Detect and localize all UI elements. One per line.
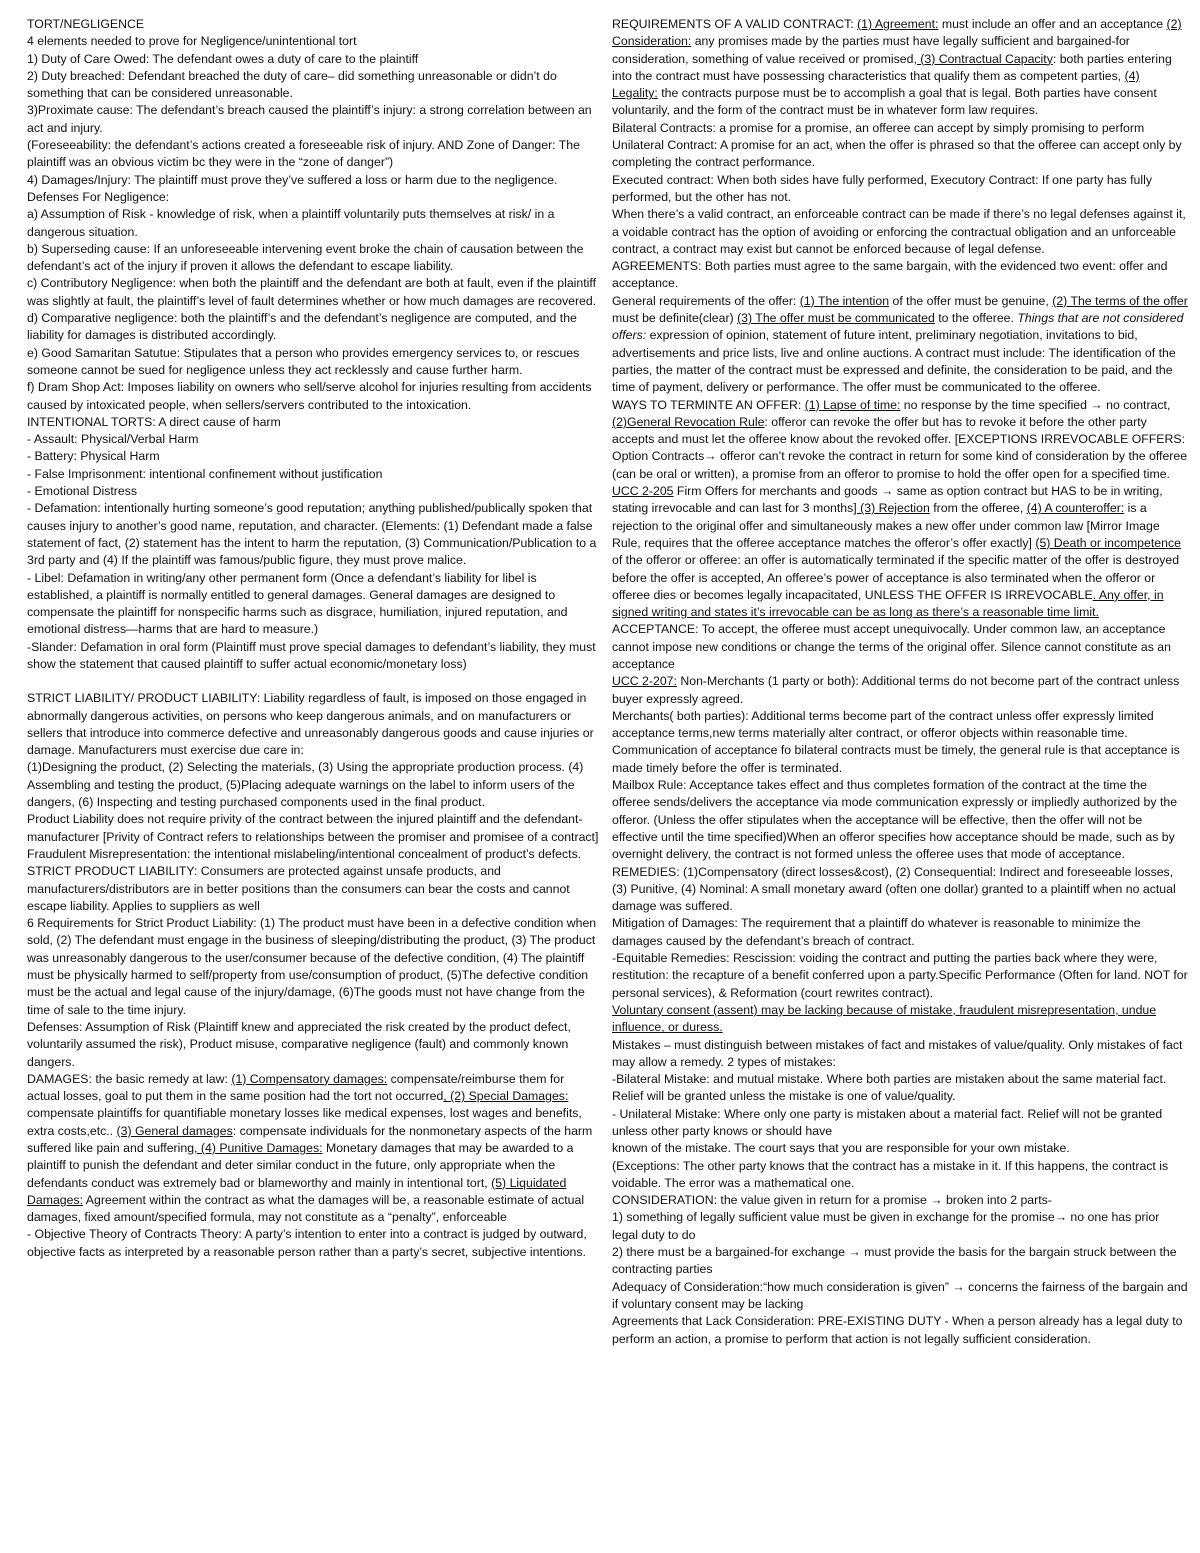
paragraph: REMEDIES: (1)Compensatory (direct losses&cost), (2) Consequential: Indirect and foreseeable losses, (3) Punitive, (4) Nominal: A small monetary award (often one dollar) granted to a plaintiff when no actual damage was suffered. xyxy=(612,864,1176,914)
paragraph: Bilateral Contracts: a promise for a promise, an offeree can accept by simply promising to perform xyxy=(612,120,1145,135)
heading-defenses: Defenses For Negligence: xyxy=(27,189,170,204)
paragraph: 4) Damages/Injury: The plaintiff must prove they’ve suffered a loss or harm due to the negligence. xyxy=(27,172,558,187)
paragraph: -Slander: Defamation in oral form (Plaintiff must prove special damages to defendant’s liability, they must show the statement that caused plaintiff to suffer actual economic/monetary loss) xyxy=(27,639,596,671)
paragraph: - Unilateral Mistake: Where only one party is mistaken about a material fact. Relief will not be granted unless other party knows or should have xyxy=(612,1106,1163,1138)
heading-tort-negligence: TORT/NEGLIGENCE xyxy=(27,17,145,31)
paragraph: a) Assumption of Risk - knowledge of risk, when a plaintiff voluntarily puts themselves at risk/ in a dangerous situation. xyxy=(27,207,555,239)
paragraph: (Exceptions: The other party knows that the contract has a mistake in it. If this happens, the contract is voidable. The error was a mathematical one. xyxy=(612,1158,1169,1190)
paragraph: Agreements that Lack Consideration: PRE-EXISTING DUTY - When a person already has a legal duty to perform an action, a promise to perform that action is not legally sufficient consideration. xyxy=(612,1314,1183,1346)
paragraph: Mailbox Rule: Acceptance takes effect and thus completes formation of the contract at the time the offeree sends/delivers the acceptance via mode communication expressly or impliedly authorized by the offeror. (Unless the offer stipulates when the acceptance will be effective, then the offer will not be effective until the time specified)When an offeror specifies how acceptance should be made, such as by overnight delivery, the contract is not formed unless the offeree uses that mode of acceptance. xyxy=(612,778,1178,862)
list-item: - False Imprisonment: intentional confinement without justification xyxy=(27,466,383,481)
paragraph: 6 Requirements for Strict Product Liability: (1) The product must have been in a defective condition when sold, (2) The defendant must engage in the business of sleeping/distributing the product, (3) The product was unreasonably dangerous to the user/consumer because of the defective condition, (4) The plaintiff must be physically harmed to self/property from use/consumption of product, (5)The defective condition must be the actual and legal cause of the injury/damage, (6)The goods must not have change from the time of sale to the time injury. xyxy=(27,916,597,1017)
paragraph: 1) something of legally sufficient value must be given in exchange for the promise→ no one has prior legal duty to do xyxy=(612,1210,1160,1242)
spacer xyxy=(27,673,600,690)
paragraph: e) Good Samaritan Satutue: Stipulates that a person who provides emergency services to, or rescues someone cannot be sued for negligence unless they act recklessly and cause further harm. xyxy=(27,345,580,377)
damages-paragraph: DAMAGES: the basic remedy at law: (1) Compensatory damages: compensate/reimburse them for actual losses, goal to put them in the same position had the tort not occurred, (2) Special Damages: compensate plaintiffs for quantifiable monetary losses like medical expenses, lost wages and benefits, extra costs,etc.. (3) General damages: compensate individuals for the nonmonetary aspects of the harm suffered like pain and suffering, (4) Punitive Damages: Monetary damages that may be awarded to a plaintiff to punish the defendant and deter similar conduct in the future, only appropriate when the defendants conduct was extremely bad or blameworthy and mainly in intentional tort, (5) Liquidated Damages: Agreement within the contract as what the damages will be, a reasonable estimate of actual damages, fixed amount/specified formula, may not constitute as a “penalty”, enforceable xyxy=(27,1071,593,1225)
heading-intentional-torts: INTENTIONAL TORTS: A direct cause of harm xyxy=(27,414,281,429)
paragraph: - Libel: Defamation in writing/any other permanent form (Once a defendant’s liability for libel is established, a plaintiff is normally entitled to general damages. General damages are designed to compensate the plaintiff for nonspecific harms such as disgrace, humiliation, injured reputation, and emotional distress—harms that are hard to measure.) xyxy=(27,570,568,637)
paragraph: Voluntary consent (assent) may be lacking because of mistake, fraudulent misrepresentation, undue influence, or duress. xyxy=(612,1002,1157,1035)
paragraph: 1) Duty of Care Owed: The defendant owes a duty of care to the plaintiff xyxy=(27,51,419,66)
paragraph: d) Comparative negligence: both the plaintiff’s and the defendant’s negligence are computed, and the liability for damages is distributed accordingly. xyxy=(27,311,577,343)
paragraph: Product Liability does not require privity of the contract between the injured plaintiff and the defendant-manufacturer [Privity of Contract refers to relationships between the promiser and promisee of a contract] xyxy=(27,812,599,844)
ucc-207-paragraph: UCC 2-207: Non-Merchants (1 party or both): Additional terms do not become part of the contract unless buyer expressly agreed. xyxy=(612,674,1180,706)
paragraph: 2) Duty breached: Defendant breached the duty of care– did something unreasonable or didn’t do something that can be considered unreasonable. xyxy=(27,68,557,101)
paragraph: - Objective Theory of Contracts Theory: A party’s intention to enter into a contract is judged by outward, objective facts as interpreted by a reasonable person rather than a party’s secret, subjective intentions. xyxy=(27,1227,587,1259)
paragraph: c) Contributory Negligence: when both the plaintiff and the defendant are both at fault, even if the plaintiff was slightly at fault, the plaintiff’s level of fault determines whether or how much damages are recovered. xyxy=(27,276,597,308)
paragraph: Merchants( both parties): Additional terms become part of the contract unless offer expressly limited acceptance terms,new terms materially alter contract, or offeror objects within reasonable time. Communication of acceptance fo bilateral contracts must be timely, the general rule is that acceptance is made timely before the offer is terminated. xyxy=(612,708,1180,775)
offer-paragraph: General requirements of the offer: (1) The intention of the offer must be genuine, (2) The terms of the offer must be definite(clear) (3) The offer must be communicated to the offeree. Things that are not considered offers: expression of opinion, statement of future intent, preliminary negotiation, invitations to bid, advertisements and price lists, live and online auctions. A contract must include: The identification of the parties, the matter of the contract must be expressed and definite, the consideration to be paid, and the time of payment, delivery or performance. The offer must be communicated to the offeree. xyxy=(612,293,1188,395)
paragraph: 4 elements needed to prove for Negligence/unintentional tort xyxy=(27,34,357,49)
list-item: - Battery: Physical Harm xyxy=(27,449,160,464)
paragraph: - Defamation: intentionally hurting someone’s good reputation; anything published/publically spoken that causes injury to another’s good name, reputation, and character. (Elements: (1) Defendant made a false statement of fact, (2) statement has the intent to harm the reputation, (3) Communication/Publication to a 3rd party and (4) If the plaintiff was famous/public figure, they must prove malice. xyxy=(27,501,597,568)
paragraph: Mitigation of Damages: The requirement that a plaintiff do whatever is reasonable to minimize the damages caused by the defendant’s breach of contract. xyxy=(612,916,1141,948)
paragraph: f) Dram Shop Act: Imposes liability on owners who sell/serve alcohol for injuries resulting from accidents caused by intoxicated people, when sellers/servers contributed to the intoxication. xyxy=(27,380,592,412)
paragraph: Fraudulent Misrepresentation: the intentional mislabeling/intentional concealment of product’s defects. xyxy=(27,846,582,861)
paragraph: (1)Designing the product, (2) Selecting the materials, (3) Using the appropriate production process. (4) Assembling and testing the product, (5)Placing adequate warnings on the label to inform users of the dangers, (6) Inspecting and testing purchased components used in the final product. xyxy=(27,760,584,810)
paragraph: 3)Proximate cause: The defendant’s breach caused the plaintiff’s injury: a strong correlation between an act and injury. xyxy=(27,103,592,135)
paragraph: AGREEMENTS: Both parties must agree to the same bargain, with the evidenced two event: offer and acceptance. xyxy=(612,259,1168,291)
paragraph: Executed contract: When both sides have fully performed, Executory Contract: If one party has fully performed, but the other has not. xyxy=(612,172,1152,204)
paragraph: Adequacy of Consideration:“how much consideration is given” → concerns the fairness of the bargain and if voluntary consent may be lacking xyxy=(612,1279,1188,1311)
paragraph: ACCEPTANCE: To accept, the offeree must accept unequivocally. Under common law, an acceptance cannot impose new conditions or change the terms of the original offer. Silence cannot constitute as an acceptance xyxy=(612,622,1171,671)
paragraph: -Bilateral Mistake: and mutual mistake. Where both parties are mistaken about the same material fact. Relief will be granted unless the mistake is one of value/quality. xyxy=(612,1072,1167,1104)
paragraph: STRICT PRODUCT LIABILITY: Consumers are protected against unsafe products, and manufacturers/distributors are in better positions than the consumers can bear the costs and cannot escape liability. Applies to suppliers as well xyxy=(27,864,570,913)
paragraph: Unilateral Contract: A promise for an act, when the offer is phrased so that the offeree can accept only by completing the contract performance. xyxy=(612,138,1182,170)
list-item: - Assault: Physical/Verbal Harm xyxy=(27,432,199,447)
left-column xyxy=(27,16,600,1261)
paragraph: When there’s a valid contract, an enforceable contract can be made if there’s no legal defenses against it, a voidable contract has the option of avoiding or enforcing the contractual obligation and an unforceable contract, a contract may exist but cannot be enforced because of legal defense. xyxy=(612,207,1186,256)
paragraph: (Foreseeability: the defendant’s actions created a foreseeable risk of injury. AND Zone of Danger: The plaintiff was an obvious victim bc they were in the “zone of danger”) xyxy=(27,138,580,170)
list-item: - Emotional Distress xyxy=(27,484,138,499)
paragraph: 2) there must be a bargained-for exchange → must provide the basis for the bargain struck between the contracting parties xyxy=(612,1245,1177,1277)
right-column xyxy=(612,16,1188,1348)
terminate-paragraph: WAYS TO TERMINTE AN OFFER: (1) Lapse of time: no response by the time specified → no contract, (2)General Revocation Rule: offeror can revoke the offer but has to revoke it before the other party accepts and must let the offeree know about the revoked offer. [EXCEPTIONS IRREVOCABLE OFFERS: Option Contracts→ offeror can’t revoke the contract in return for some kind of consideration by the offeree (can be oral or written), a promise from an offeror to promise to hold the offer open for a specified time. UCC 2-205 Firm Offers for merchants and goods → same as option contract but HAS to be in writing, stating irrevocable and can last for 3 months] (3) Rejection from the offeree, (4) A counteroffer: is a rejection to the original offer and simultaneously makes a new offer under common law [Mirror Image Rule, requires that the offeree acceptance matches the offeror’s offer exactly] (5) Death or incompetence of the offeror or offeree: an offer is automatically terminated if the specific matter of the offer is destroyed before the offer is accepted, An offeree’s power of acceptance is also terminated when the offeror or offeree dies or becomes legally incapacitated, UNLESS THE OFFER IS IRREVOCABLE. Any offer, in signed writing and states it’s irrevocable can be as long as there’s a reasonable time limit. xyxy=(612,397,1188,620)
paragraph: Defenses: Assumption of Risk (Plaintiff knew and appreciated the risk created by the product defect, voluntarily assumed the risk), Product misuse, comparative negligence (fault) and commonly known dangers. xyxy=(27,1019,571,1069)
paragraph: Mistakes – must distinguish between mistakes of fact and mistakes of value/quality. Only mistakes of fact may allow a remedy. 2 types of mistakes: xyxy=(612,1037,1183,1069)
paragraph: b) Superseding cause: If an unforeseeable intervening event broke the chain of causation between the defendant’s act of the injury if proven it allows the defendant to escape liability. xyxy=(27,241,584,274)
heading-strict-liability: STRICT LIABILITY/ PRODUCT LIABILITY: Liability regardless of fault, is imposed on those engaged in abnormally dangerous activities, on persons who keep dangerous animals, and on manufacturers or sellers that introduce into commerce defective and unreasonably dangerous goods and cause injuries or damage. Manufacturers must exercise due care in: xyxy=(27,691,594,758)
paragraph: CONSIDERATION: the value given in return for a promise → broken into 2 parts- xyxy=(612,1193,1052,1208)
paragraph: -Equitable Remedies: Rescission: voiding the contract and putting the parties back where they were, restitution: the recapture of a benefit conferred upon a party.Specific Performance (Often for land. NOT for personal services), & Reformation (court rewrites contract). xyxy=(612,951,1188,1000)
requirements-paragraph: REQUIREMENTS OF A VALID CONTRACT: (1) Agreement: must include an offer and an acceptance (2) Consideration: any promises made by the parties must have legally sufficient and bargained-for consideration, something of value received or promised, (3) Contractual Capacity: both parties entering into the contract must have possessing characteristics that qualify them as competent parties, (4) Legality: the contracts purpose must be to accomplish a goal that is legal. Both parties have consent voluntarily, and the form of the contract must be in whatever form law requires. xyxy=(612,17,1182,118)
paragraph: known of the mistake. The court says that you are responsible for your own mistake. xyxy=(612,1141,1070,1156)
